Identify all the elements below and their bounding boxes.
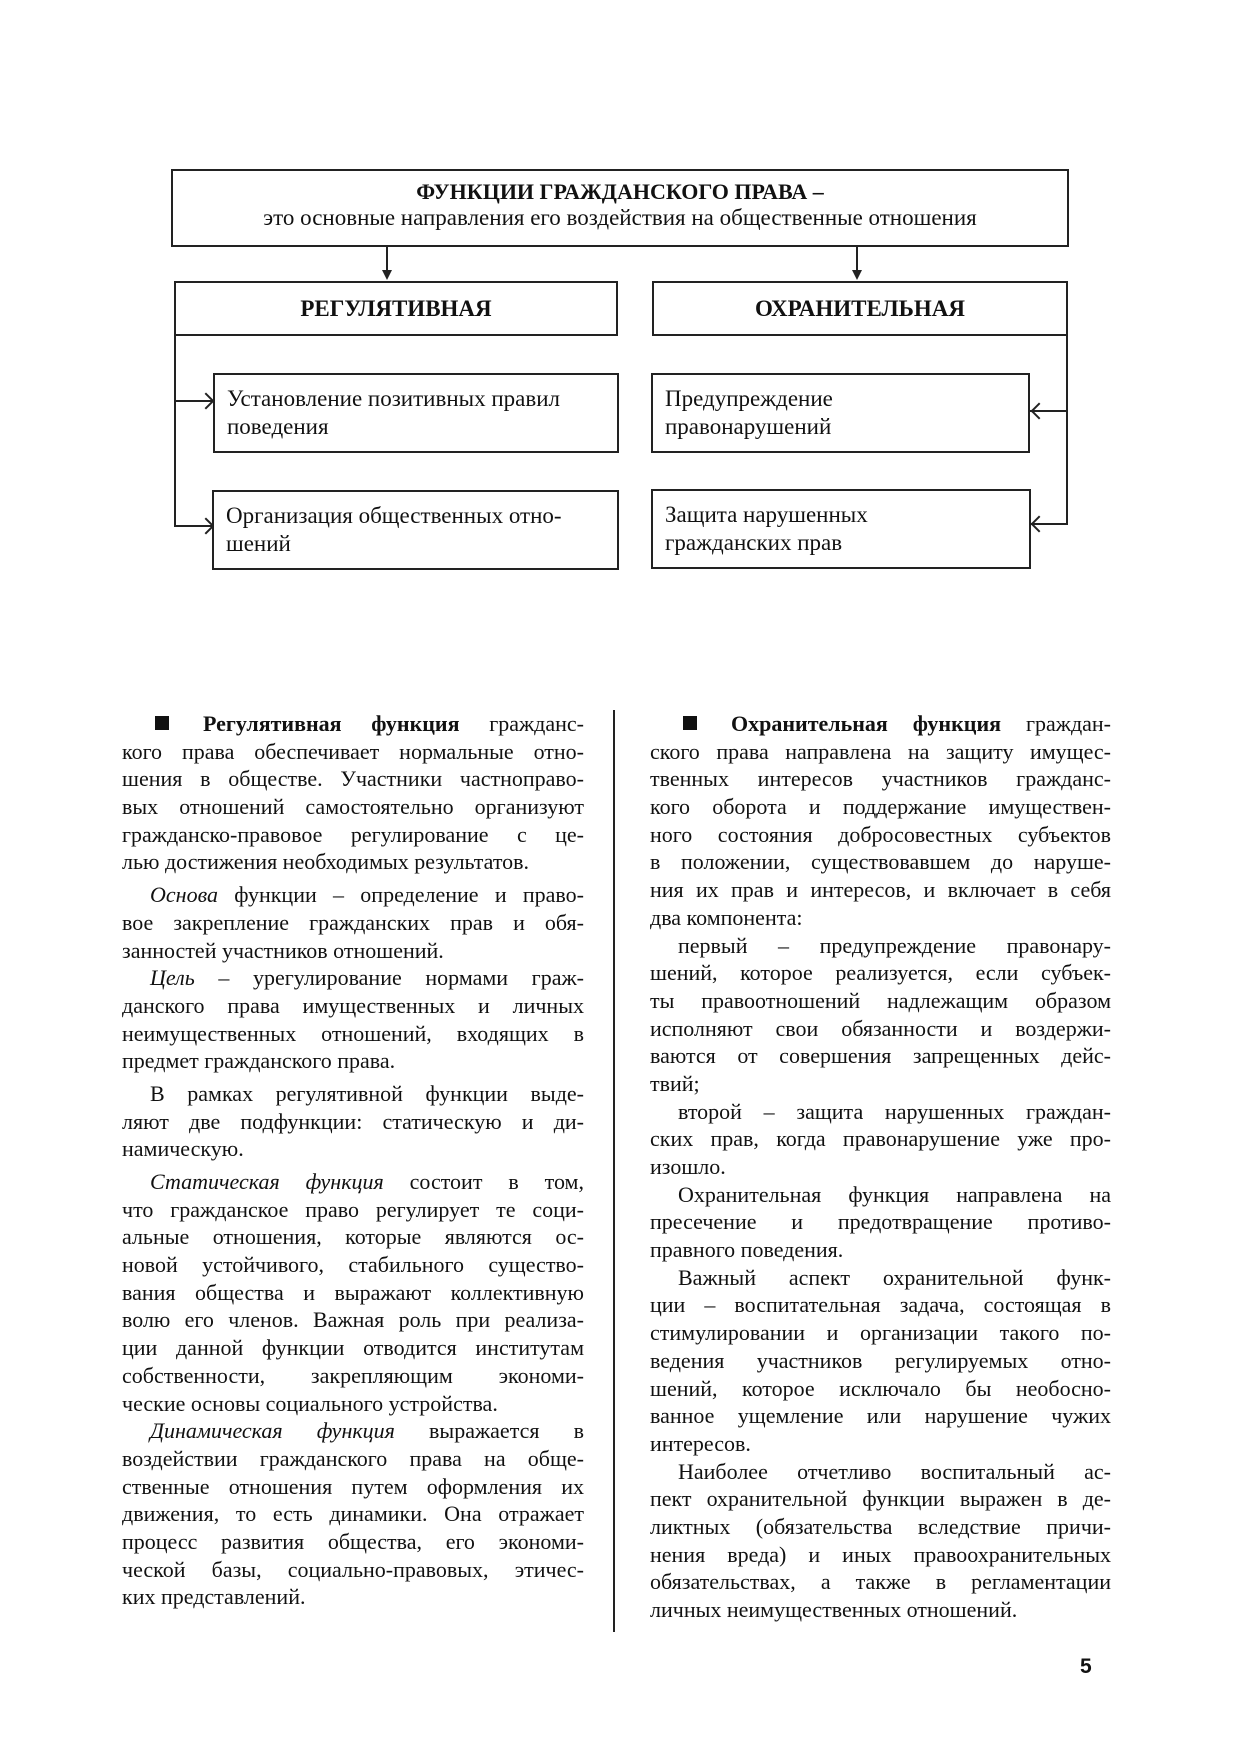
protective-item-line: Предупреждение [665,386,833,411]
text-line: ких представлений. [122,1584,306,1610]
connector-line [1066,335,1068,525]
text-line: пресечение и предотвращение противо- [650,1209,1111,1235]
text-line [122,881,584,909]
paragraph [122,1080,584,1163]
connector-line [174,335,176,527]
text-line [650,710,1111,738]
regulative-item-box [213,373,619,453]
text-line: твенных интересов участников гражданс- [650,766,1111,792]
text-line: Важный аспект охранительной функ- [678,1264,1111,1290]
page-number: 5 [1080,1655,1092,1678]
text-line: в положении, существовавшем до наруше- [650,849,1111,875]
paragraph [650,710,1111,932]
italic-term: Цель [150,965,195,991]
text-line: личных неимущественных отношений. [650,1597,1018,1622]
arrow-down-icon [852,270,862,280]
text-line: неимущественных отношений, входящих в [122,1020,584,1046]
regulative-item-line: поведения [227,414,329,439]
text-line: ляют две подфункции: статическую и ди- [122,1108,584,1134]
text-line [122,710,584,738]
regulative-box [174,281,618,336]
arrow-left-icon [1031,403,1048,420]
column-divider [613,710,615,1632]
text-line: обязательствах, а также в регламентации [650,1569,1111,1595]
regulative-item-line: Организация общественных отно- [226,503,562,528]
paragraph [650,932,1111,1098]
text-line: шений, которое исключало бы необосно- [650,1375,1111,1401]
text-line: намическую. [122,1136,244,1162]
text-line: ции данной функции отводится институтам [122,1335,584,1361]
protective-label: ОХРАНИТЕЛЬНАЯ [754,295,966,321]
text-line: ванное ущемление или нарушение чужих [650,1403,1111,1429]
text-line: пект охранительной функции выражен в де- [650,1486,1111,1512]
line-rest: состоит в том, [383,1169,584,1194]
bold-term: Регулятивная функция [203,711,460,736]
text-line: ликтных (обязательства вследствие причи- [650,1513,1111,1539]
arrow-right-icon [198,393,215,410]
arrow-left-icon [1031,516,1048,533]
paragraph [650,1458,1111,1624]
paragraph [122,964,584,1075]
text-line: движения, то есть динамики. Она отражает [122,1501,584,1527]
text-line: ственные отношения путем оформления их [122,1473,584,1499]
text-line: волю его членов. Важная роль при реализа- [122,1307,584,1333]
text-line: ческой базы, социально-правовых, этичес- [122,1556,584,1582]
paragraph [650,1181,1111,1264]
text-line: ния их прав и интересов, и включает в себя [650,877,1111,903]
right-text-column [650,710,1111,1624]
text-line: исполняют свои обязанности и воздержи- [650,1015,1111,1041]
text-line: воздействии гражданского права на обще- [122,1445,584,1471]
protective-item-box [651,373,1030,453]
text-line: ного состояния добросовестных субъектов [650,821,1111,847]
text-line: изошло. [650,1154,726,1179]
text-line: вания общества и выражают коллективную [122,1279,584,1305]
text-line: В рамках регулятивной функции выде- [150,1080,584,1106]
connector-line [856,247,858,271]
text-line: правного поведения. [650,1237,844,1263]
text-line: ского права направлена на защиту имущес- [650,738,1111,764]
text-line: первый – предупреждение правонару- [678,932,1111,958]
protective-item-line: гражданских прав [665,530,843,555]
line-rest: выражается в [394,1418,584,1444]
left-text-column [122,710,584,1611]
text-line [122,964,584,992]
italic-term: Динамическая функция [150,1418,395,1444]
text-line: новой устойчивого, стабильного существо- [122,1252,584,1278]
diagram-title: ФУНКЦИИ ГРАЖДАНСКОГО ПРАВА – [416,179,824,204]
text-line: что гражданское право регулирует те соци- [122,1196,584,1222]
text-line: процесс развития общества, его экономи- [122,1528,584,1554]
arrow-down-icon [382,270,392,280]
diagram-subtitle: это основные направления его воздействия на общественные отношения [263,205,977,230]
text-line: стимулировании и организации такого по- [650,1320,1111,1346]
text-line: вых отношений самостоятельно организуют [122,794,584,820]
text-line: лью достижения необходимых результатов. [122,849,530,875]
text-line: предмет гражданского права. [122,1048,396,1074]
text-line: второй – защита нарушенных граждан- [678,1098,1111,1124]
text-line: ции – воспитательная задача, состоящая в [650,1292,1111,1318]
text-line: ваются от совершения запрещенных дейс- [650,1043,1111,1069]
diagram-title-box [171,169,1069,247]
line-rest: – урегулирование нормами граж- [194,965,584,991]
paragraph [122,1168,584,1417]
text-line: гражданско-правовое регулирование с це- [122,821,584,847]
text-line: занностей участников отношений. [122,937,444,963]
paragraph [122,710,584,876]
text-line: нения вреда) и иных правоохранительных [650,1541,1111,1567]
text-line: ты правоотношений надлежащим образом [650,987,1111,1013]
text-line: альные отношения, которые являются ос- [122,1224,584,1250]
italic-term: Статическая функция [150,1169,384,1194]
text-line: вое закрепление гражданских прав и обя- [122,909,584,935]
bold-term: Охранительная функция [731,711,1002,736]
protective-item-box [651,489,1031,569]
regulative-item-line: шений [226,531,291,556]
text-line [122,1168,584,1196]
text-line: кого оборота и поддержание имуществен- [650,794,1111,820]
text-line: собственности, закрепляющим экономи- [122,1362,584,1388]
protective-box [652,281,1068,336]
regulative-item-box [212,490,619,570]
protective-item-line: правонарушений [665,414,832,439]
text-line: ческие основы социального устройства. [122,1390,498,1416]
protective-item-line: Защита нарушенных [665,502,868,527]
square-bullet-icon [155,716,169,730]
text-line [122,1417,584,1445]
text-line: шения в обществе. Участники частноправо- [122,766,584,792]
text-line: Наиболее отчетливо воспитальный ас- [678,1458,1111,1484]
paragraph [122,1417,584,1611]
italic-term: Основа [150,882,218,908]
line-rest: граждан- [1001,711,1111,736]
text-line: два компонента: [650,904,803,930]
text-line: твий; [650,1070,700,1096]
paragraph [650,1098,1111,1181]
text-line: шений, которое реализуется, если субъек- [650,960,1111,986]
text-line: Охранительная функция направлена на [678,1181,1111,1207]
text-line: данского права имущественных и личных [122,992,584,1018]
regulative-item-line: Установление позитивных правил [227,386,560,411]
paragraph [650,1264,1111,1458]
line-rest: функции – определение и право- [217,882,584,908]
line-rest: гражданс- [459,711,585,736]
connector-line [386,247,388,271]
text-line: интересов. [650,1430,751,1456]
square-bullet-icon [683,716,697,730]
regulative-label: РЕГУЛЯТИВНАЯ [300,295,492,321]
text-line: ских прав, когда правонарушение уже про- [650,1126,1111,1152]
text-line: кого права обеспечивает нормальные отно- [122,738,584,764]
paragraph [122,881,584,964]
text-line: ведения участников регулируемых отно- [650,1347,1111,1373]
